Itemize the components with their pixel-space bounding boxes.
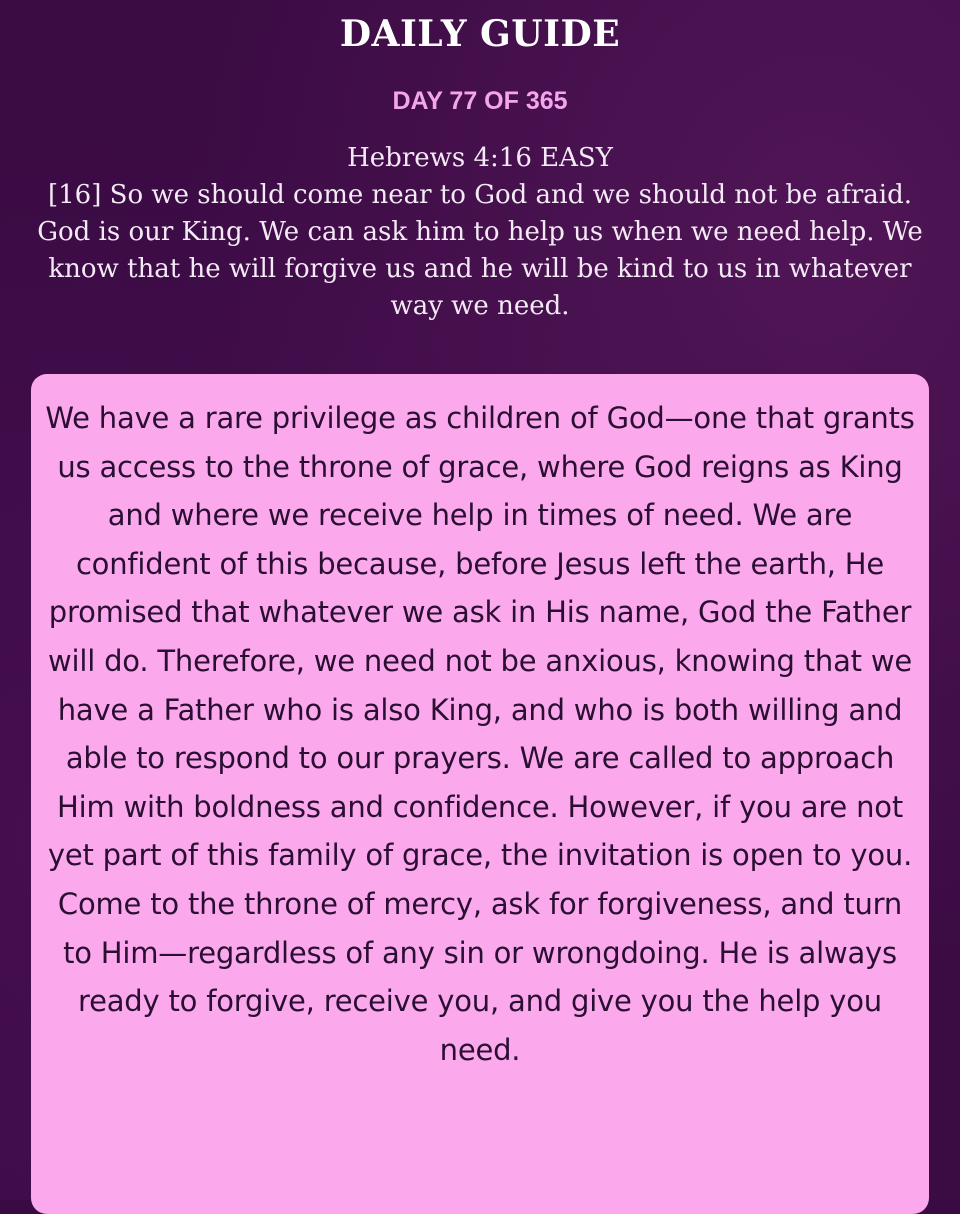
page-title: DAILY GUIDE <box>339 13 621 55</box>
verse-block <box>30 140 930 325</box>
day-counter: DAY 77 OF 365 <box>392 87 568 115</box>
devotional-text: We have a rare privilege as children of God—one that grants us access to the throne of grace, where God reigns as King and where we receive help in times of need. We are confident of this because, before Jesus left the earth, He promised that whatever we ask in His name, God the Father will do. Therefore, we need not be anxious, knowing that we have a Father who is also King, and who is both willing and able to respond to our prayers. We are called to approach Him with boldness and confidence. However, if you are not yet part of this family of grace, the invitation is open to you. Come to the throne of mercy, ask for forgiveness, and turn to Him—regardless of any sin or wrongdoing. He is always ready to forgive, receive you, and give you the help you need. <box>45 401 915 1067</box>
devotional-card <box>31 374 929 1214</box>
verse-reference: Hebrews 4:16 EASY <box>347 143 613 173</box>
verse-text: [16] So we should come near to God and we should not be afraid. God is our King. We can ask him to help us when we need help. We know that he will forgive us and he will be kind to us in whatever way we need. <box>37 180 923 321</box>
